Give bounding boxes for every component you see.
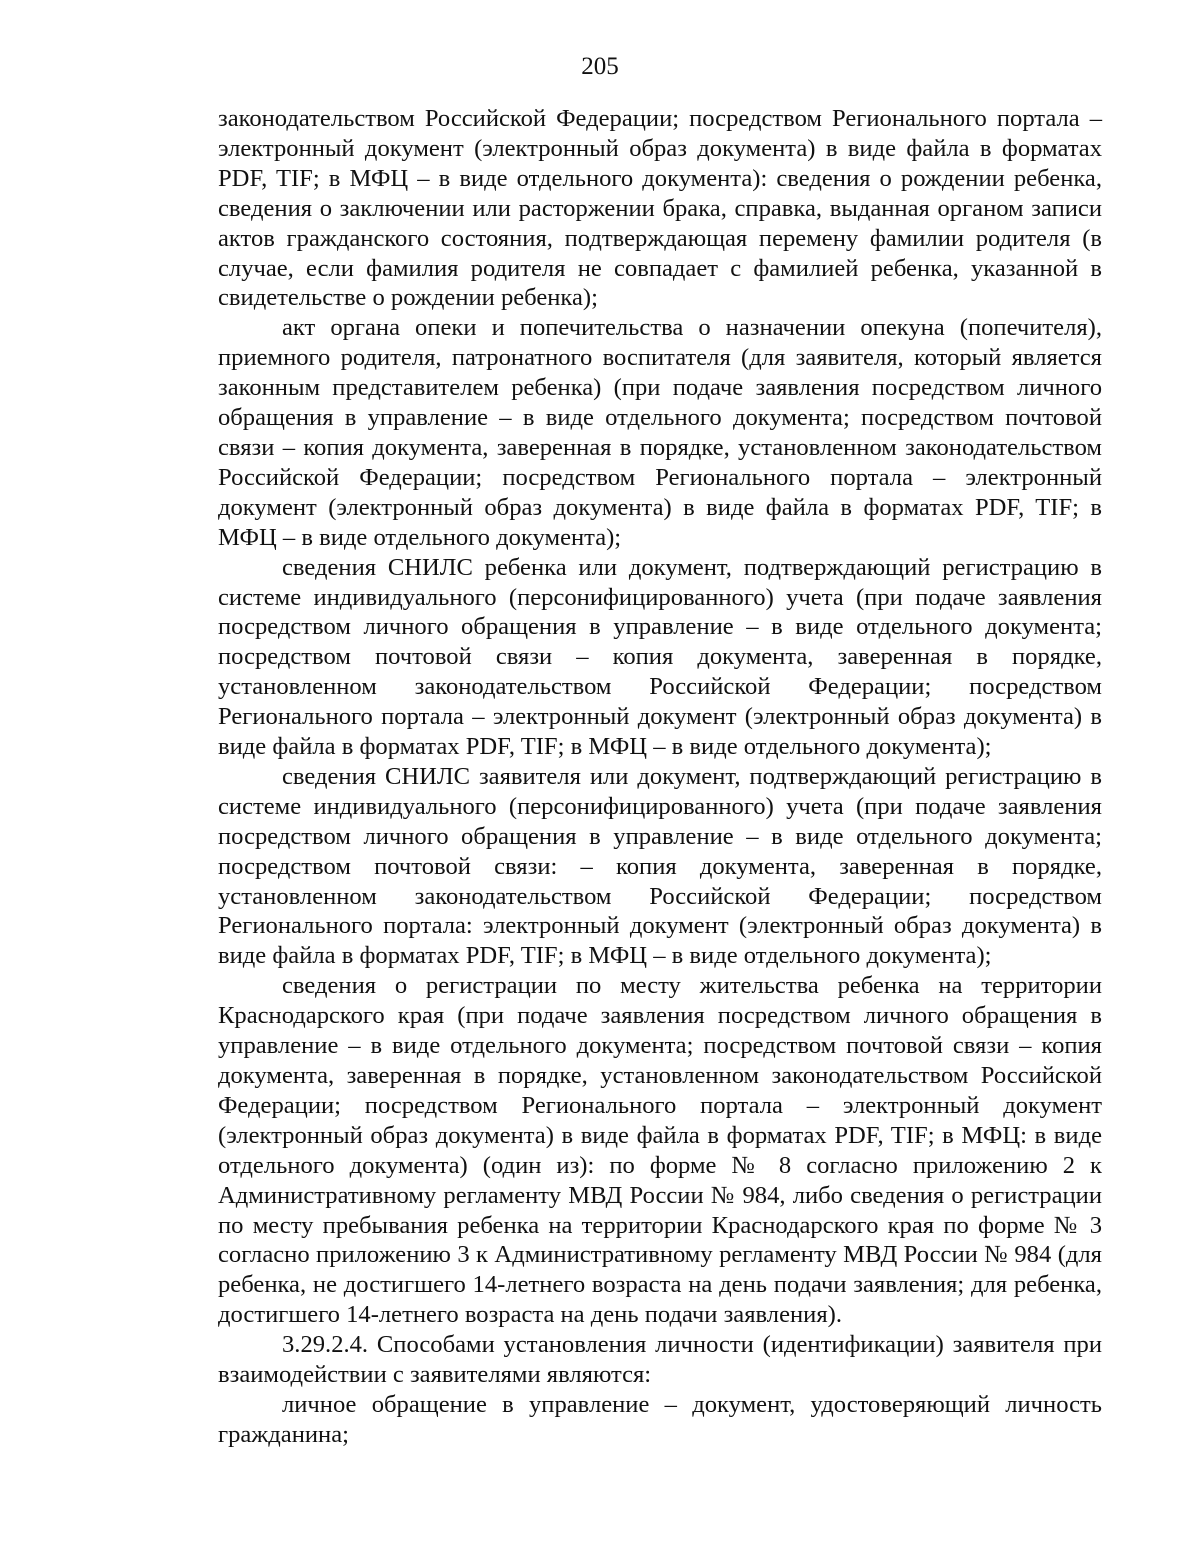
paragraph-continuation: законодательством Российской Федерации; посредством Регионального портала – электронный документ (электронный образ документа) в виде файла в форматах PDF, TIF; в МФЦ – в виде отдельного документа): сведения о рождении ребенка, сведения о заключении или расторжении брака, справка, выданная органом записи актов гражданского состояния, подтверждающая перемену фамилии родителя (в случае, если фамилия родителя не совпадает с фамилией ребенка, указанной в свидетельстве о рождении ребенка); — [218, 105, 1102, 312]
paragraph-identification-methods: 3.29.2.4. Способами установления личности (идентификации) заявителя при взаимодействии с заявителями являются: — [218, 1331, 1102, 1389]
paragraph-applicant-snils: сведения СНИЛС заявителя или документ, подтверждающий регистрацию в системе индивидуального (персонифицированного) учета (при подаче заявления посредством личного обращения в управление – в виде отдельного документа; посредством почтовой связи: – копия документа, заверенная в порядке, установленном законодательством Российской Федерации; посредством Регионального портала: электронный документ (электронный образ документа) в виде файла в форматах PDF, TIF; в МФЦ – в виде отдельного документа); — [218, 762, 1102, 970]
document-body — [218, 104, 1102, 1450]
paragraph-personal-visit: личное обращение в управление – документ, удостоверяющий личность гражданина; — [218, 1390, 1102, 1448]
page-number: 205 — [581, 53, 619, 80]
paragraph-guardianship-act: акт органа опеки и попечительства о назначении опекуна (попечителя), приемного родителя, патронатного воспитателя (для заявителя, который является законным представителем ребенка) (при подаче заявления посредством личного обращения в управление – в виде отдельного документа; посредством почтовой связи – копия документа, заверенная в порядке, установленном законодательством Российской Федерации; посредством Регионального портала – электронный документ (электронный образ документа) в виде файла в форматах PDF, TIF; в МФЦ – в виде отдельного документа); — [218, 314, 1102, 551]
paragraph-child-snils: сведения СНИЛС ребенка или документ, подтверждающий регистрацию в системе индивидуального (персонифицированного) учета (при подаче заявления посредством личного обращения в управление – в виде отдельного документа; посредством почтовой связи – копия документа, заверенная в порядке, установленном законодательством Российской Федерации; посредством Регионального портала – электронный документ (электронный образ документа) в виде файла в форматах PDF, TIF; в МФЦ – в виде отдельного документа); — [218, 553, 1102, 761]
paragraph-residence-registration: сведения о регистрации по месту жительства ребенка на территории Краснодарского края (при подаче заявления посредством личного обращения в управление – в виде отдельного документа; посредством почтовой связи – копия документа, заверенная в порядке, установленном законодательством Российской Федерации; посредством Регионального портала – электронный документ (электронный образ документа) в виде файла в форматах PDF, TIF; в МФЦ: в виде отдельного документа) (один из): по форме № 8 согласно приложению 2 к Административному регламенту МВД России № 984, либо сведения о регистрации по месту пребывания ребенка на территории Краснодарского края по форме № 3 согласно приложению 3 к Административному регламенту МВД России № 984 (для ребенка, не достигшего 14-летнего возраста на день подачи заявления; для ребенка, достигшего 14-летнего возраста на день подачи заявления). — [218, 972, 1102, 1329]
